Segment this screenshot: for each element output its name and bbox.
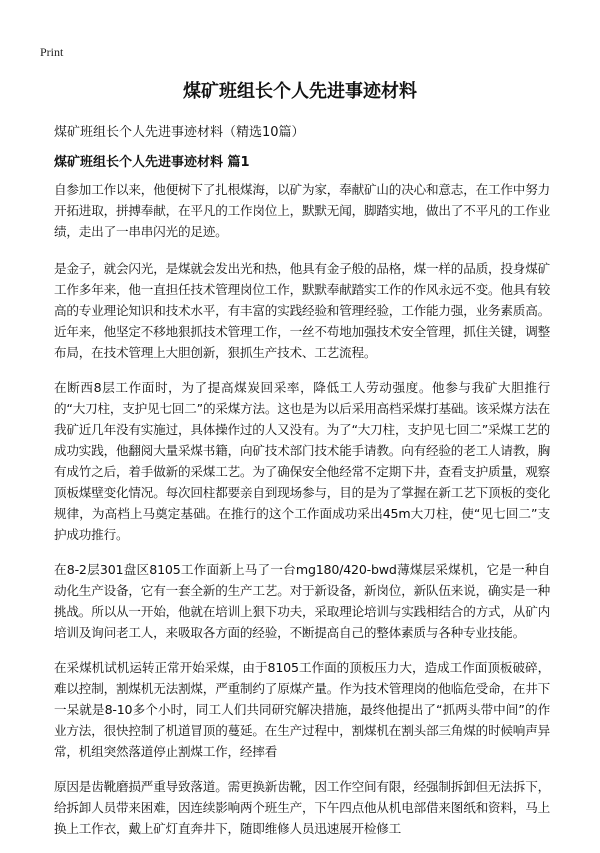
paragraph-6: 原因是齿靴磨损严重导致落道。需更换新齿靴，因工作空间有限，经强制拆卸但无法拆下，给拆卸人员带来困难，因连续影响两个班生产，下午四点他从机电部借来图纸和资料，马上换上工作衣，戴上矿灯直奔井下，随即维修人员迅速展开检修工 (54, 779, 550, 836)
print-link[interactable]: Print (40, 45, 64, 59)
paragraph-5: 在采煤机试机运转正常开始采煤，由于8105工作面的顶板压力大，造成工作面顶板破碎，难以控制，割煤机无法割煤，严重制约了原煤产量。作为技术管理岗的他临危受命，在井下一呆就是8-10多个小时，同工人们共同研究解决措施，最终他提出了“抓两头带中间”的作业方法，很快控制了机道冒顶的蔓延。在生产过程中，割煤机在割头部三角煤的时候响声异常，机组突然落道停止割煤工作，经摔看 (54, 660, 550, 759)
article-body (54, 179, 550, 853)
paragraph-3: 在断西8层工作面时，为了提高煤炭回采率，降低工人劳动强度。他参与我矿大胆推行的“大刀柱，支护见七回二”的采煤方法。这也是为以后采用高档采煤打基础。该采煤方法在我矿近几年没有实施过，具体操作过的人又没有。为了“大刀柱，支护见七回二”采煤工艺的成功实践，他翻阅大量采煤书籍，向矿技术部门技术能手请教。向有经验的老工人请教，胸有成竹之后，着手做新的采煤工艺。为了确保安全他经常不定期下井，查看支护质量，观察顶板煤壁变化情况。每次回柱都要亲自到现场参与，目的是为了掌握在新工艺下顶板的变化规律，为高档上马奠定基础。在推行的这个工作面成功采出45m大刀柱，使“见七回二”支护成功推行。 (54, 380, 551, 542)
paragraph-1: 自参加工作以来，他便树下了扎根煤海，以矿为家，奉献矿山的决心和意志，在工作中努力开拓进取，拼搏奉献，在平凡的工作岗位上，默默无闻，脚踏实地，做出了不平凡的工作业绩，走出了一串串闪光的足迹。 (54, 182, 550, 239)
document-subtitle: 煤矿班组长个人先进事迹材料（精选10篇） (54, 125, 305, 140)
paragraph-4: 在8-2层301盘区8105工作面新上马了一台mg180/420-bwd薄煤层采煤机，它是一种自动化生产设备，它有一套全新的生产工艺。对于新设备，新岗位，新队伍来说，确实是一种挑战。所以从一开始，他就在培训上狠下功夫，采取理论培训与实践相结合的方式，从矿内培训及询问老工人，来吸取各方面的经验，不断提高自己的整体素质与各种专业技能。 (54, 562, 550, 640)
section-heading: 煤矿班组长个人先进事迹材料 篇1 (54, 155, 250, 170)
paragraph-2: 是金子，就会闪光，是煤就会发出光和热，他具有金子般的品格，煤一样的品质，投身煤矿工作多年来，他一直担任技术管理岗位工作，默默奉献踏实工作的作风永远不变。他具有较高的专业理论知识和技术水平，有丰富的实践经验和管理经验，工作能力强，业务素质高。近年来，他坚定不移地狠抓技术管理工作，一丝不苟地加强技术安全管理，抓住关键，调整布局，在技术管理上大胆创新，狠抓生产技术、工艺流程。 (54, 261, 550, 360)
document-title: 煤矿班组长个人先进事迹材料 (183, 81, 417, 102)
